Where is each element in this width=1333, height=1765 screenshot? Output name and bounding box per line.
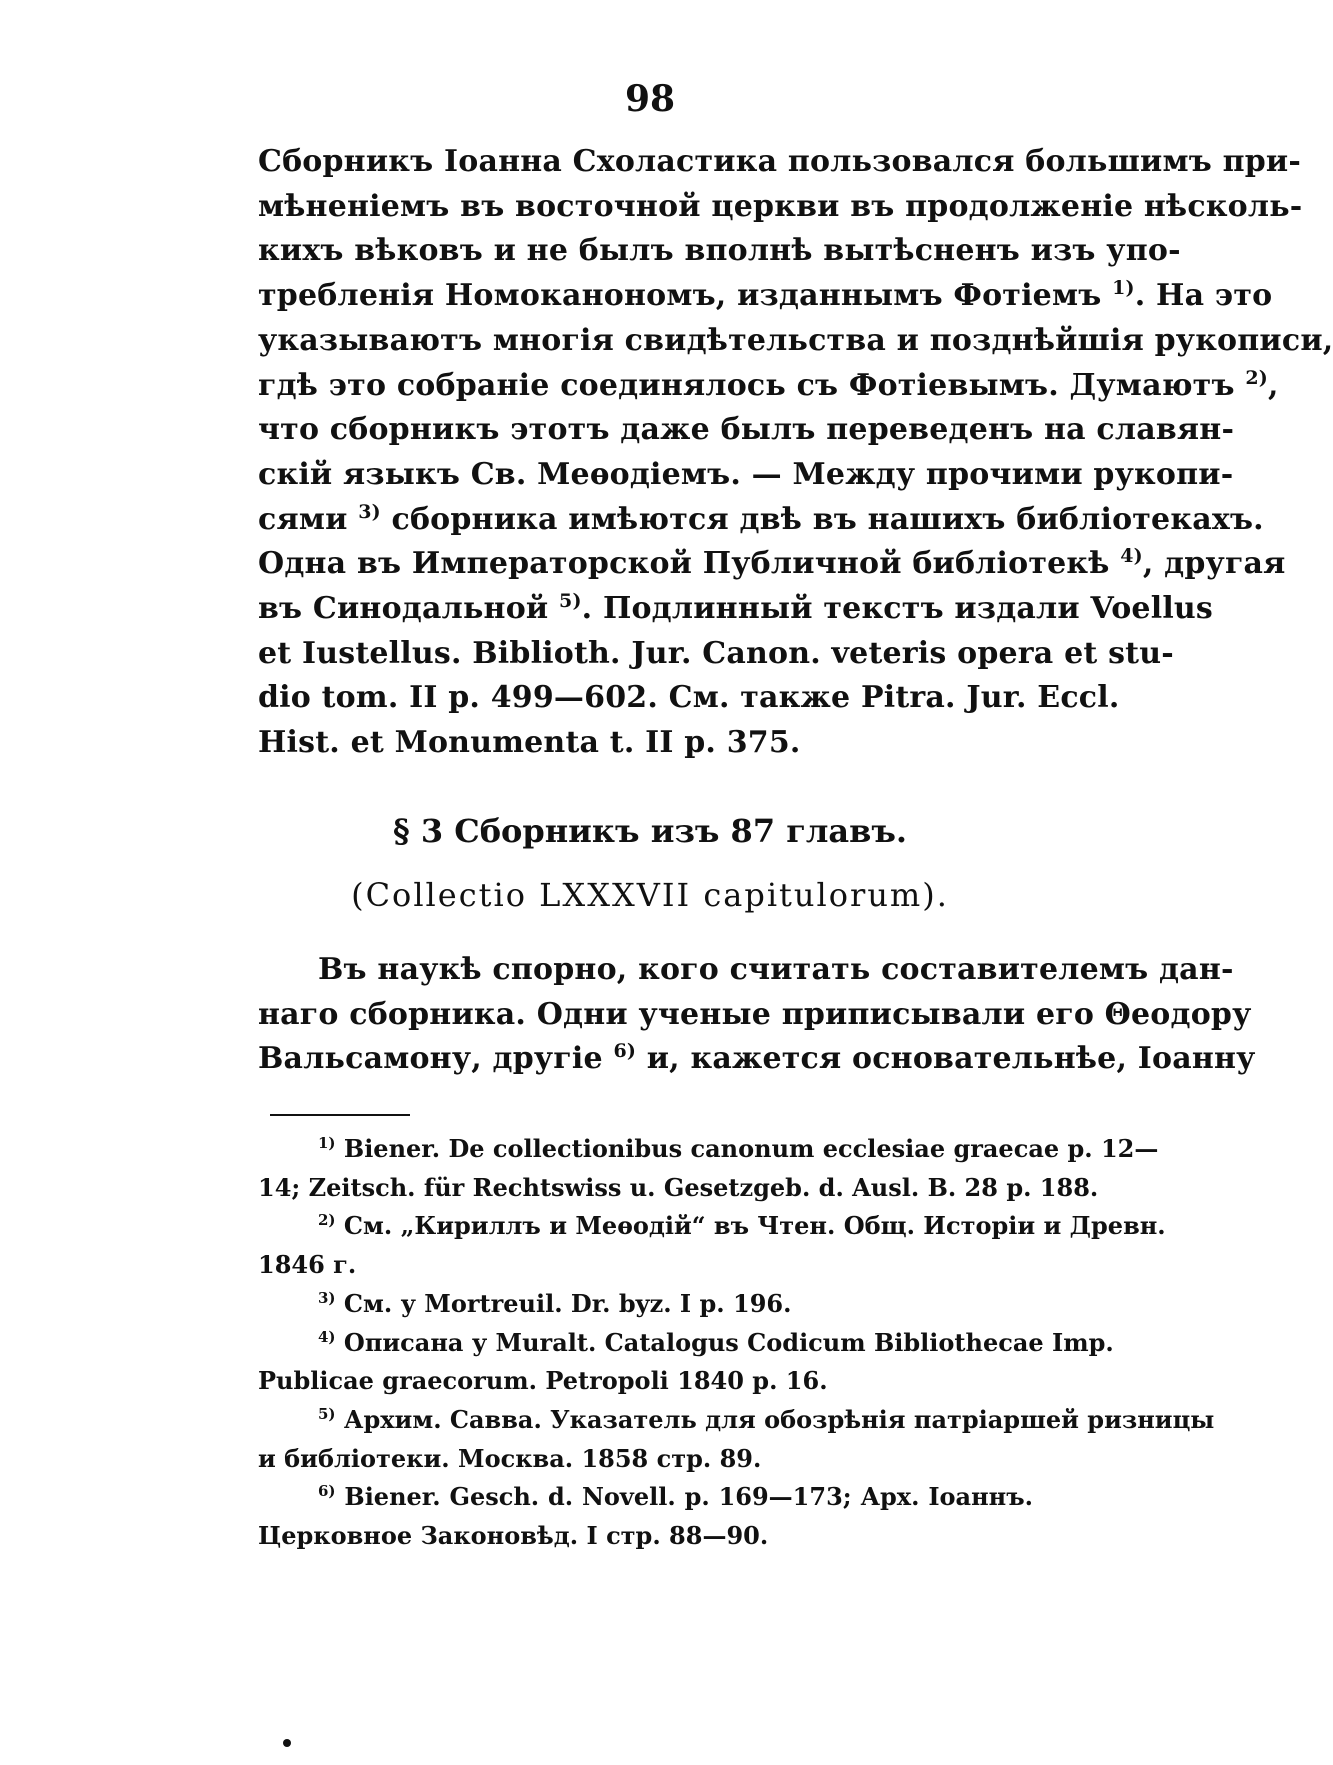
footnote-line [258,1207,1166,1246]
footnote-number: 1) [318,1134,336,1152]
text-line: Hist. et Monumenta t. II p. 375. [258,725,801,761]
footnote-line: и библіотеки. Москва. 1858 стр. 89. [258,1443,762,1473]
text-fragment: сями [258,501,348,537]
footnote-line: 1846 г. [258,1250,357,1280]
footnote-line [258,1478,1033,1517]
text-line [258,1037,1256,1082]
text-line: указываютъ многія свидѣтельства и позднѣйшія рукописи, [258,322,1333,358]
text-fragment: въ Синодальной [258,591,549,627]
text-fragment: , другая [1142,546,1286,582]
footnote-ref: 2) [1245,366,1268,389]
ink-speck [283,1739,291,1747]
text-fragment: гдѣ это собраніе соединялось съ Фотіевымъ. Думаютъ [258,367,1235,403]
text-line: наго сборника. Одни ученые приписывали его Θеодору [258,996,1252,1032]
text-line: требленія Номоканономъ, изданнымъ Фотіемъ $^{1)}$. На это [258,277,1273,314]
footnote-line: Publicae graecorum. Petropoli 1840 p. 16. [258,1366,828,1396]
text-fragment: На это [1156,278,1273,314]
text-line: мѣненіемъ въ восточной церкви въ продолженіе нѣсколь- [258,188,1303,224]
footnote-ref: 1) [1112,277,1135,300]
text-fragment: . Подлинный текстъ издали Voellus [581,591,1214,627]
text-line: скій языкъ Св. Меѳодіемъ. — Между прочими рукопи- [258,456,1234,492]
paragraph-1 [258,140,1333,766]
footnote-text: Biener. Gesch. d. Novell. p. 169—173; Арх. Іоаннъ. [344,1482,1034,1512]
text-line [258,498,1264,543]
footnote-ref: 3) [358,500,381,523]
footnote-line: Церковное Законовѣд. I стр. 88—90. [258,1521,769,1551]
text-fragment: и, кажется основательнѣе, Іоанну [646,1041,1256,1077]
text-line: et Iustellus. Biblioth. Jur. Canon. veteris opera et stu- [258,635,1174,671]
footnote-line [258,1324,1114,1363]
footnote-ref: 6) [613,1040,637,1063]
footnote-text: См. у Mortreuil. Dr. byz. I p. 196. [343,1288,792,1318]
footnote-line [258,1401,1215,1440]
text-line: Въ наукѣ спорно, кого считать составителемъ дан- [318,952,1234,987]
footnote-number: 5) [318,1404,336,1423]
text-line [258,542,1286,587]
text-fragment: , [1267,367,1279,403]
footnote-line [258,1285,1033,1324]
footnote-number: 3) [318,1288,336,1307]
footnote-text: Biener. De collectionibus canonum ecclesiae graecae p. 12— [343,1134,1159,1163]
paragraph-2 [258,948,1256,1082]
footnote-line: 14; Zeitsch. für Rechtswiss u. Gesetzgeb. d. Ausl. B. 28 p. 188. [258,1172,1099,1202]
text-line: dio tom. II p. 499—602. См. также Pitra. Jur. Eccl. [258,680,1120,716]
section-title: § 3 Сборникъ изъ 87 главъ. [392,812,908,850]
footnote-line [258,1130,1159,1169]
footnotes [258,1130,1215,1556]
footnote-text: Архим. Савва. Указатель для обозрѣнія патріаршей ризницы [343,1404,1215,1434]
text-fragment: сборника имѣются двѣ въ нашихъ библіотекахъ. [391,501,1264,537]
footnote-number: 6) [318,1482,336,1501]
text-line: кихъ вѣковъ и не былъ вполнѣ вытѣсненъ изъ упо- [258,233,1181,269]
footnote-number: 4) [318,1327,336,1346]
section-subtitle: (Collectio LXXXVII capitulorum). [351,876,949,914]
footnote-divider [270,1114,410,1116]
text-line: что сборникъ этотъ даже былъ переведенъ на славян- [258,412,1235,448]
footnote-text: См. „Кириллъ и Меѳодій“ въ Чтен. Общ. Исторіи и Древн. [343,1211,1166,1241]
footnote-ref: 5) [559,590,582,613]
page-number: 98 [624,78,676,120]
text-line [258,587,1214,632]
footnote-text: Описана у Muralt. Catalogus Codicum Bibliothecae Imp. [343,1327,1114,1357]
text-fragment: Вальсамону, другіе [258,1041,603,1077]
text-fragment: Одна въ Императорской Публичной библіотекѣ [258,546,1110,582]
text-fragment: требленія Номоканономъ, изданнымъ Фотіемъ [258,278,1102,314]
footnote-number: 2) [318,1211,336,1230]
text-line: Сборникъ Іоанна Схоластика пользовался большимъ при- [258,144,1302,179]
text-line [258,364,1279,409]
footnote-ref: 4) [1120,545,1143,568]
